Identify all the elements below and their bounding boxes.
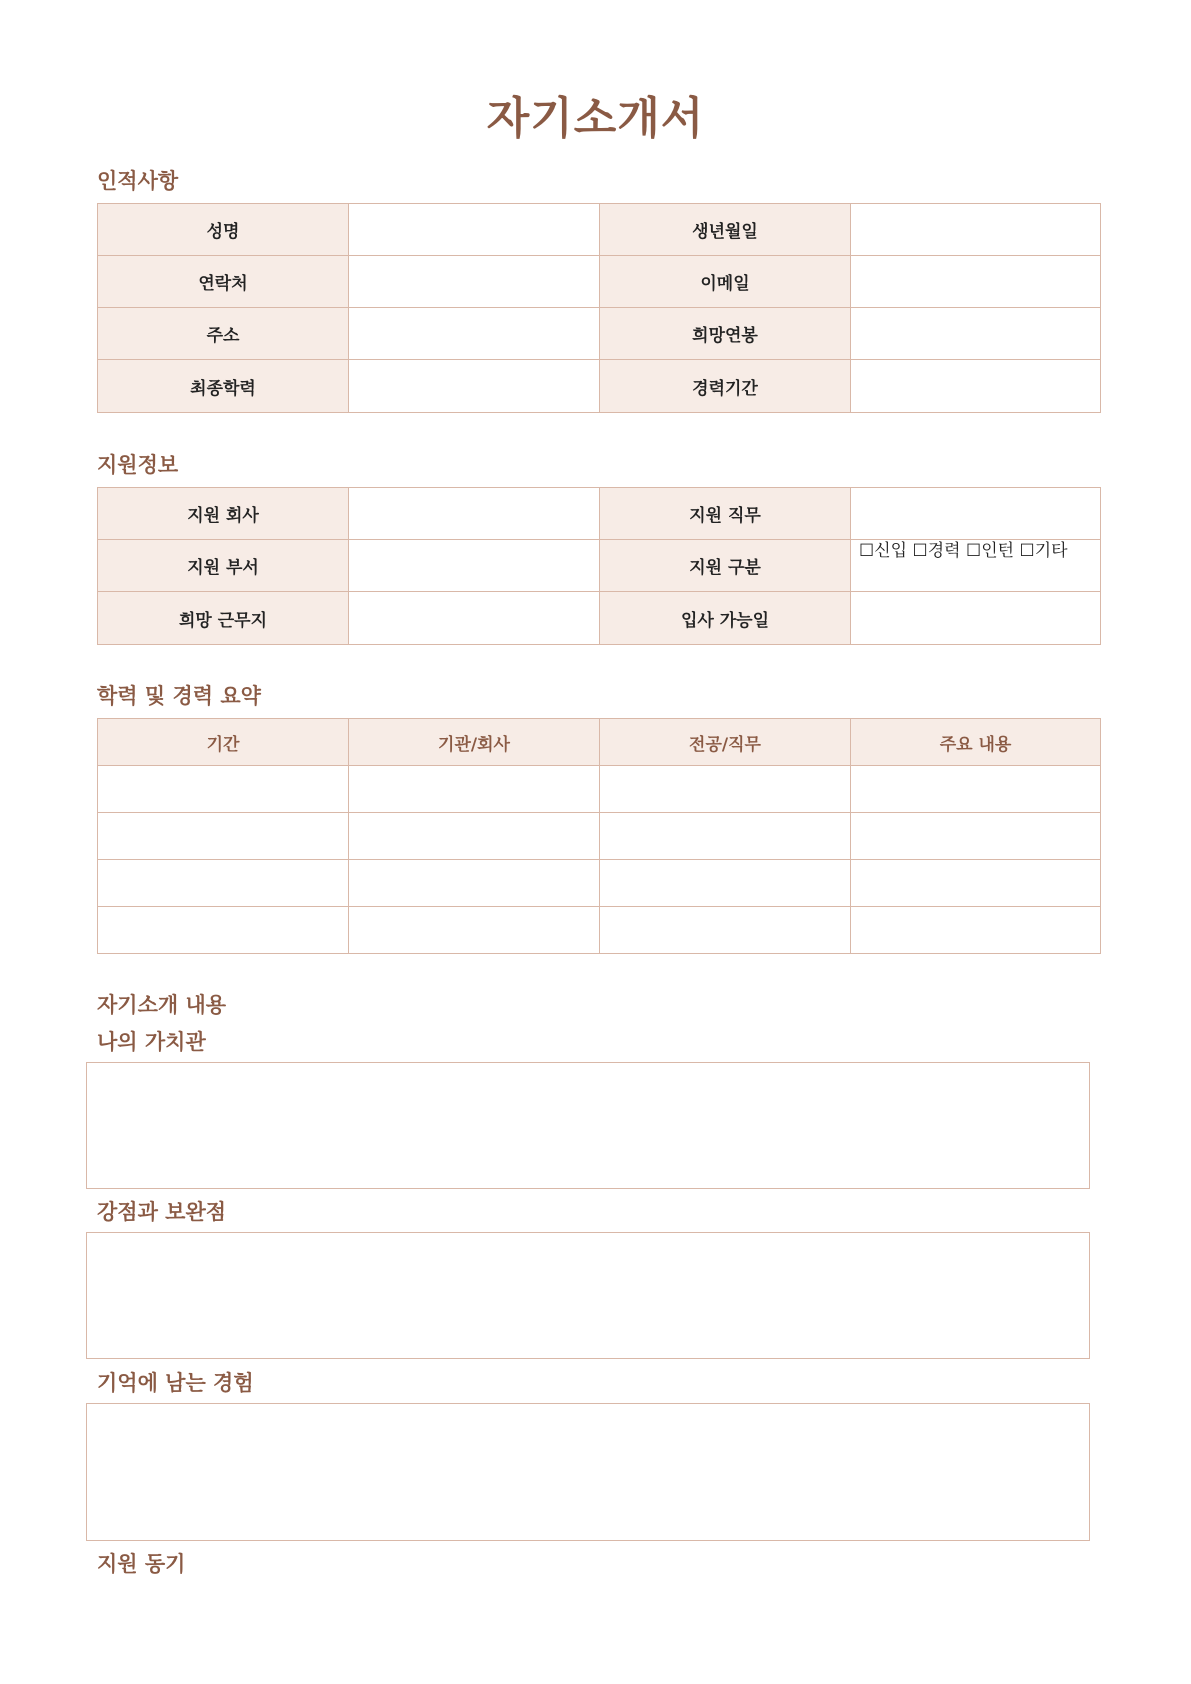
label-desired-salary: 희망연봉: [600, 308, 851, 360]
history-cell[interactable]: [98, 766, 349, 813]
history-cell[interactable]: [851, 813, 1101, 860]
history-cell[interactable]: [851, 766, 1101, 813]
label-birthdate: 생년월일: [600, 204, 851, 256]
table-row: [98, 766, 1101, 813]
personal-info-table: [97, 203, 1101, 413]
subtitle-experience: 기억에 남는 경험: [97, 1371, 254, 1395]
workplace-field[interactable]: [349, 592, 600, 645]
values-textarea[interactable]: [86, 1062, 1090, 1189]
table-row: [98, 360, 1101, 413]
history-cell[interactable]: [600, 907, 851, 954]
section-title-history: 학력 및 경력 요약: [97, 684, 261, 708]
history-cell[interactable]: [98, 907, 349, 954]
section-title-application: 지원정보: [97, 453, 179, 477]
history-cell[interactable]: [851, 860, 1101, 907]
name-field[interactable]: [349, 204, 600, 256]
address-field[interactable]: [349, 308, 600, 360]
label-address: 주소: [98, 308, 349, 360]
start-date-field[interactable]: [851, 592, 1101, 645]
history-cell[interactable]: [349, 860, 600, 907]
job-field[interactable]: [851, 488, 1101, 540]
label-job: 지원 직무: [600, 488, 851, 540]
career-period-field[interactable]: [851, 360, 1101, 413]
label-application-type: 지원 구분: [600, 540, 851, 592]
table-row: [98, 204, 1101, 256]
table-row: [98, 308, 1101, 360]
history-cell[interactable]: [851, 907, 1101, 954]
table-row: [98, 813, 1101, 860]
table-row: [98, 592, 1101, 645]
subtitle-motivation: 지원 동기: [97, 1552, 186, 1576]
label-department: 지원 부서: [98, 540, 349, 592]
company-field[interactable]: [349, 488, 600, 540]
column-header-details: 주요 내용: [851, 719, 1101, 766]
section-title-personal: 인적사항: [97, 169, 179, 193]
table-row: [98, 540, 1101, 592]
application-type-checkboxes[interactable]: ☐신입 ☐경력 ☐인턴 ☐기타: [851, 540, 1101, 592]
birthdate-field[interactable]: [851, 204, 1101, 256]
label-workplace: 희망 근무지: [98, 592, 349, 645]
subtitle-values: 나의 가치관: [97, 1030, 206, 1054]
label-contact: 연락처: [98, 256, 349, 308]
label-career-period: 경력기간: [600, 360, 851, 413]
table-row: [98, 256, 1101, 308]
history-cell[interactable]: [98, 860, 349, 907]
desired-salary-field[interactable]: [851, 308, 1101, 360]
section-title-intro: 자기소개 내용: [97, 993, 227, 1017]
table-row: [98, 488, 1101, 540]
education-field[interactable]: [349, 360, 600, 413]
table-header-row: [98, 719, 1101, 766]
application-info-table: [97, 487, 1101, 645]
table-row: [98, 907, 1101, 954]
experience-textarea[interactable]: [86, 1403, 1090, 1541]
history-cell[interactable]: [349, 766, 600, 813]
column-header-institution: 기관/회사: [349, 719, 600, 766]
history-table: [97, 718, 1101, 954]
document-title: 자기소개서: [486, 93, 705, 144]
subtitle-strengths: 강점과 보완점: [97, 1200, 227, 1224]
history-cell[interactable]: [600, 813, 851, 860]
email-field[interactable]: [851, 256, 1101, 308]
column-header-major: 전공/직무: [600, 719, 851, 766]
label-company: 지원 회사: [98, 488, 349, 540]
history-cell[interactable]: [349, 907, 600, 954]
strengths-textarea[interactable]: [86, 1232, 1090, 1359]
history-cell[interactable]: [600, 860, 851, 907]
column-header-period: 기간: [98, 719, 349, 766]
contact-field[interactable]: [349, 256, 600, 308]
table-row: [98, 860, 1101, 907]
label-name: 성명: [98, 204, 349, 256]
label-email: 이메일: [600, 256, 851, 308]
label-education: 최종학력: [98, 360, 349, 413]
history-cell[interactable]: [600, 766, 851, 813]
history-cell[interactable]: [98, 813, 349, 860]
label-start-date: 입사 가능일: [600, 592, 851, 645]
history-cell[interactable]: [349, 813, 600, 860]
department-field[interactable]: [349, 540, 600, 592]
